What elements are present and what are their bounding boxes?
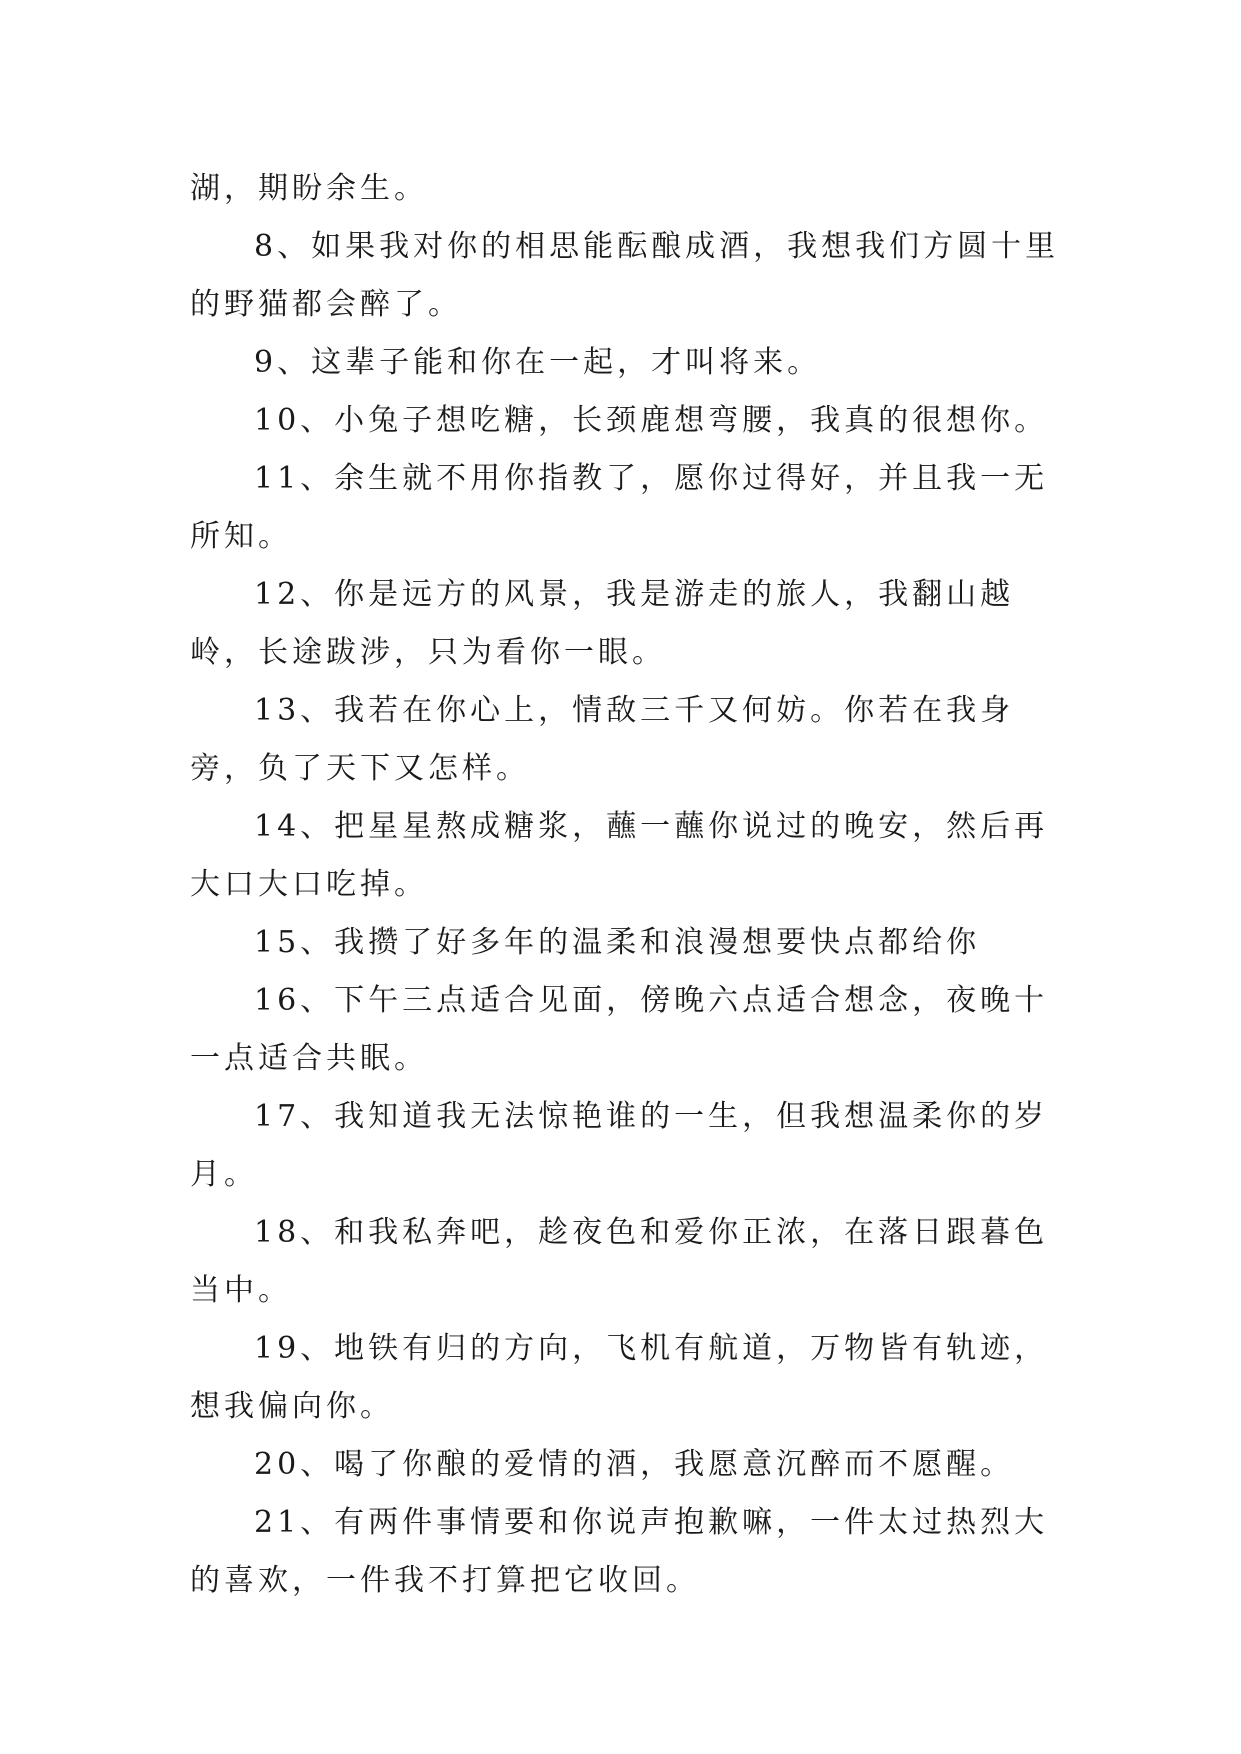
paragraph-item-21: 21、有两件事情要和你说声抱歉嘛，一件太过热烈大的喜欢，一件我不打算把它收回。: [190, 1505, 1049, 1598]
paragraph-item-15: 15、我攒了好多年的温柔和浪漫想要快点都给你: [254, 925, 981, 960]
paragraph-item-14: 14、把星星熬成糖浆，蘸一蘸你说过的晚安，然后再大口大口吃掉。: [190, 809, 1049, 902]
paragraph-item-18: 18、和我私奔吧，趁夜色和爱你正浓，在落日跟暮色当中。: [190, 1215, 1049, 1308]
paragraph-item-10: 10、小兔子想吃糖，长颈鹿想弯腰，我真的很想你。: [254, 403, 1049, 438]
paragraph-item-17: 17、我知道我无法惊艳谁的一生，但我想温柔你的岁月。: [190, 1099, 1049, 1192]
paragraph-item-19: 19、地铁有归的方向，飞机有航道，万物皆有轨迹，想我偏向你。: [190, 1331, 1049, 1424]
paragraph-item-16: 16、下午三点适合见面，傍晚六点适合想念，夜晚十一点适合共眠。: [190, 983, 1049, 1076]
paragraph-item-12: 12、你是远方的风景，我是游走的旅人，我翻山越岭，长途跋涉，只为看你一眼。: [190, 577, 1015, 670]
paragraph-item-9: 9、这辈子能和你在一起，才叫将来。: [254, 345, 822, 380]
paragraph-item-20: 20、喝了你酿的爱情的酒，我愿意沉醉而不愿醒。: [254, 1447, 1015, 1482]
paragraph-item-11: 11、余生就不用你指教了，愿你过得好，并且我一无所知。: [190, 461, 1049, 554]
paragraph-continued: 湖，期盼余生。: [190, 171, 428, 206]
paragraph-item-13: 13、我若在你心上，情敌三千又何妨。你若在我身旁，负了天下又怎样。: [190, 693, 1015, 786]
document-body: [190, 160, 1070, 1610]
paragraph-item-8: 8、如果我对你的相思能酝酿成酒，我想我们方圆十里的野猫都会醉了。: [190, 229, 1060, 322]
